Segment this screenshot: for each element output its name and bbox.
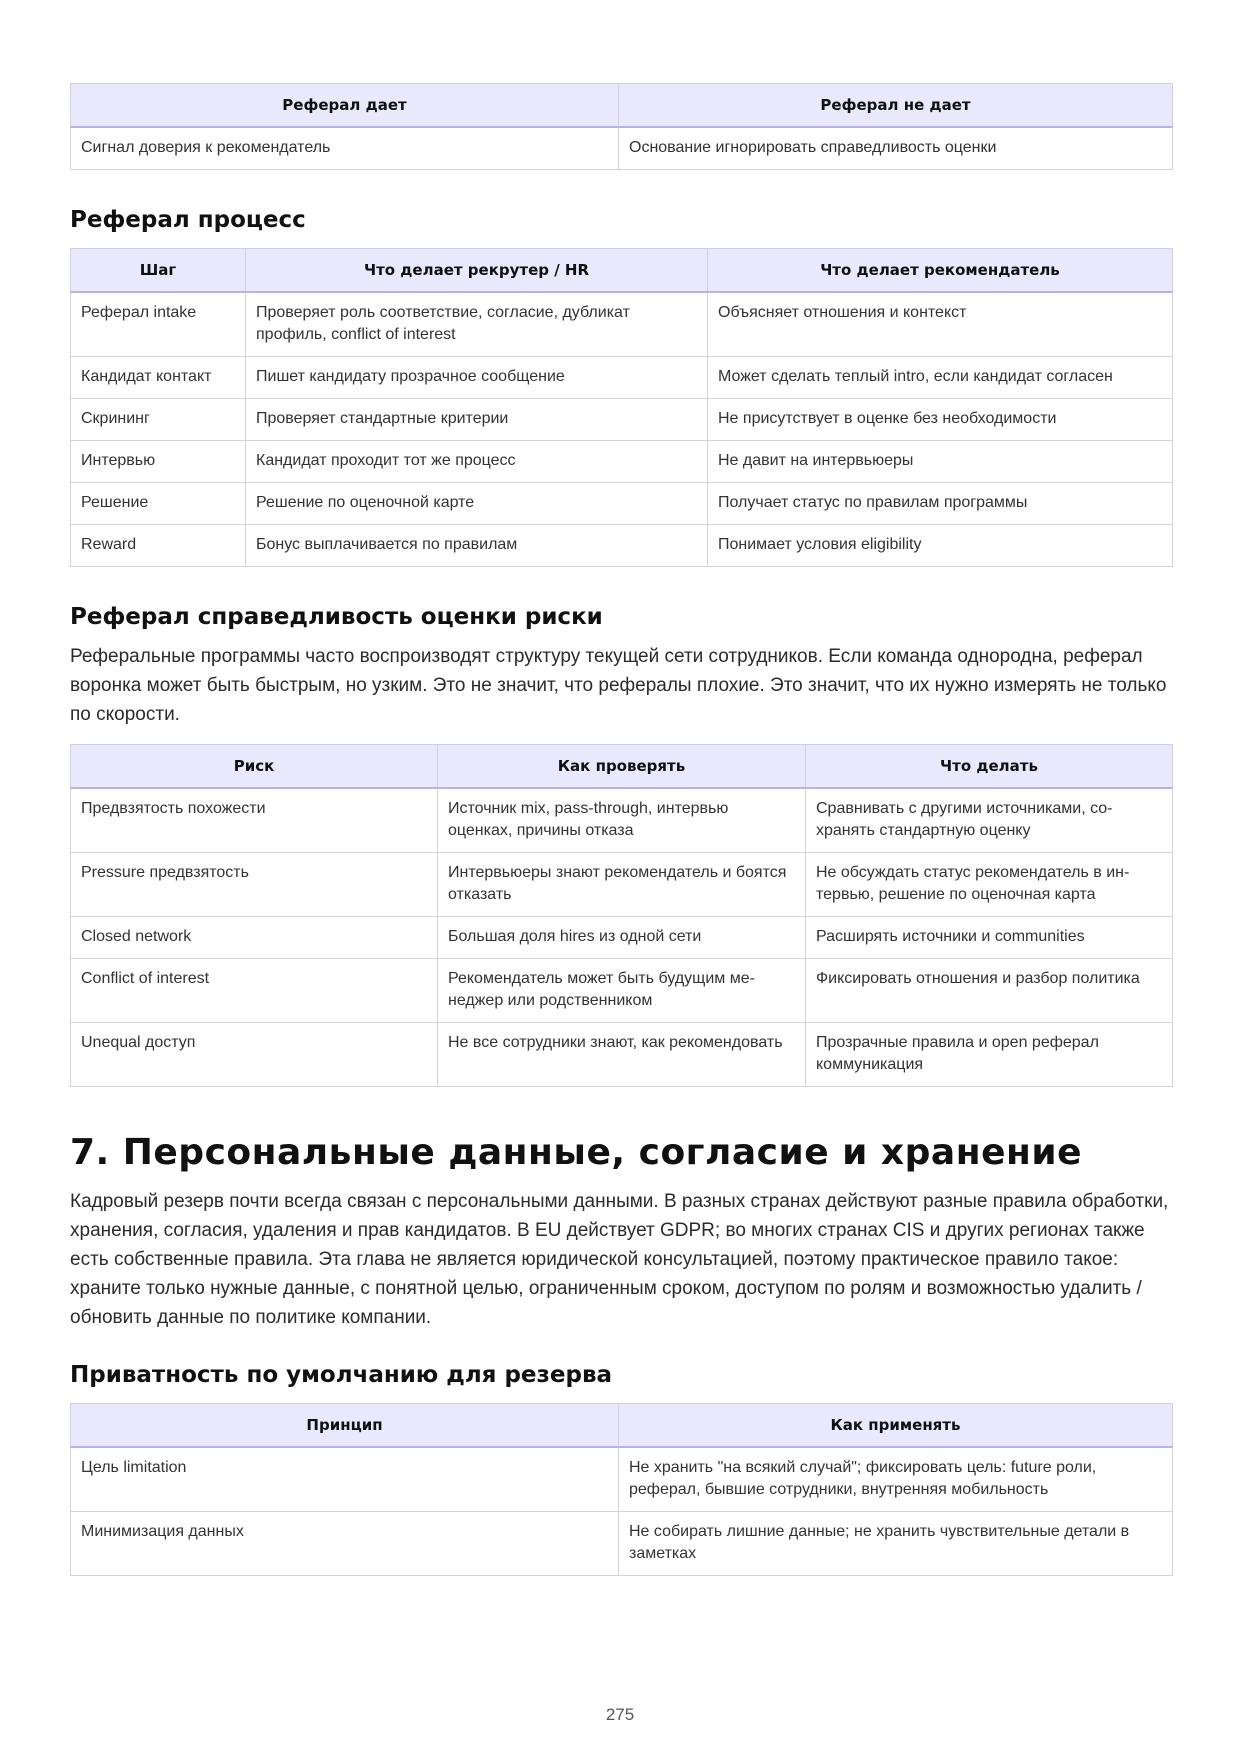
table-header-row — [71, 84, 1173, 128]
table-cell: Интервью — [71, 441, 246, 483]
table-cell: Минимизация данных — [71, 1512, 619, 1576]
referral-process-table — [70, 248, 1173, 567]
table-header-cell: Риск — [71, 745, 438, 789]
section-paragraph: Реферальные программы часто воспроизводят структуру текущей сети сотрудников. Если команда однородна, реферал воронка может быть быстрым, но узким. Это не значит, что рефералы плохие. Это значит, что их нужно измерять не только по скорости. — [70, 646, 1167, 725]
table-header-row — [71, 1404, 1173, 1448]
table-row — [71, 525, 1173, 567]
table-row — [71, 1023, 1173, 1087]
table-cell: Решение — [71, 483, 246, 525]
table-row — [71, 441, 1173, 483]
referral-gives-table — [70, 83, 1173, 170]
table-cell: Источник mix, pass-through, интервью оценках, причины отказа — [438, 788, 806, 853]
table-row — [71, 917, 1173, 959]
section-heading: Реферал справедливость оценки риски — [70, 604, 603, 630]
section-heading: Реферал процесс — [70, 207, 306, 233]
table-row — [71, 483, 1173, 525]
table-header-cell: Как проверять — [438, 745, 806, 789]
table-header-row — [71, 745, 1173, 789]
table-header-cell: Что делать — [806, 745, 1173, 789]
table-row — [71, 959, 1173, 1023]
table-header-row — [71, 249, 1173, 293]
table-cell: Кандидат проходит тот же процесс — [246, 441, 708, 483]
table-cell: Решение по оценочной карте — [246, 483, 708, 525]
table-header-cell: Шаг — [71, 249, 246, 293]
table-row — [71, 1447, 1173, 1512]
privacy-table — [70, 1403, 1173, 1576]
table-cell: Интервьюеры знают рекомендатель и боятся отказать — [438, 853, 806, 917]
document-page — [70, 83, 1172, 1576]
table-cell: Понимает условия eligibility — [708, 525, 1173, 567]
table-cell: Проверяет стандартные критерии — [246, 399, 708, 441]
table-cell: Сигнал доверия к рекомендатель — [71, 127, 619, 170]
table-cell: Reward — [71, 525, 246, 567]
table-header-cell: Принцип — [71, 1404, 619, 1448]
table-cell: Расширять источники и communities — [806, 917, 1173, 959]
table-cell: Не все сотрудники знают, как рекомендовать — [438, 1023, 806, 1087]
table-header-cell: Что делает рекомендатель — [708, 249, 1173, 293]
table-row — [71, 788, 1173, 853]
table-header-cell: Что делает рекрутер / HR — [246, 249, 708, 293]
table-cell: Не хранить "на всякий случай"; фиксировать цель: future роли, реферал, бывшие сотрудники, внутренняя мобильность — [619, 1447, 1173, 1512]
table-cell: Объясняет отношения и контекст — [708, 292, 1173, 357]
table-cell: Реферал intake — [71, 292, 246, 357]
referral-risks-table — [70, 744, 1173, 1087]
table-cell: Проверяет роль соответствие, согласие, дубликат профиль, conflict of interest — [246, 292, 708, 357]
table-cell: Получает статус по правилам программы — [708, 483, 1173, 525]
chapter-paragraph: Кадровый резерв почти всегда связан с персональными данными. В разных странах действуют разные правила обработки, хранения, согласия, удаления и прав кандидатов. В EU действует GDPR; во многих странах CIS и других регионах также есть собственные правила. Эта глава не является юридической консультацией, поэтому практическое правило такое: храните только нужные данные, с понятной целью, ограниченным сроком, доступом по ролям и возможностью удалить / обновить данные по политике компании. — [70, 1191, 1169, 1328]
table-cell: Conflict of interest — [71, 959, 438, 1023]
table-header-cell: Реферал не дает — [619, 84, 1173, 128]
table-cell: Фиксировать отношения и разбор политика — [806, 959, 1173, 1023]
table-cell: Не собирать лишние данные; не хранить чувствительные детали в заметках — [619, 1512, 1173, 1576]
table-cell: Большая доля hires из одной сети — [438, 917, 806, 959]
table-cell: Closed network — [71, 917, 438, 959]
table-cell: Pressure предвзятость — [71, 853, 438, 917]
section-heading: Приватность по умолчанию для резерва — [70, 1362, 613, 1388]
table-row — [71, 292, 1173, 357]
table-header-cell: Реферал дает — [71, 84, 619, 128]
table-cell: Бонус выплачивается по правилам — [246, 525, 708, 567]
page-number: 275 — [605, 1705, 635, 1724]
table-cell: Сравнивать с другими источниками, сохранять стандартную оценку — [806, 788, 1173, 853]
table-cell: Основание игнорировать справедливость оценки — [619, 127, 1173, 170]
table-cell: Unequal доступ — [71, 1023, 438, 1087]
table-cell: Предвзятость похожести — [71, 788, 438, 853]
table-cell: Не обсуждать статус рекомендатель в интервью, решение по оценочная карта — [806, 853, 1173, 917]
table-header-cell: Как применять — [619, 1404, 1173, 1448]
table-cell: Не давит на интервьюеры — [708, 441, 1173, 483]
chapter-title: 7. Персональные данные, согласие и хранение — [70, 1132, 1083, 1173]
table-cell: Цель limitation — [71, 1447, 619, 1512]
table-cell: Может сделать теплый intro, если кандидат согласен — [708, 357, 1173, 399]
table-row — [71, 127, 1173, 170]
table-cell: Не присутствует в оценке без необходимости — [708, 399, 1173, 441]
table-cell: Пишет кандидату прозрачное сообщение — [246, 357, 708, 399]
table-cell: Кандидат контакт — [71, 357, 246, 399]
table-cell: Прозрачные правила и open реферал коммуникация — [806, 1023, 1173, 1087]
table-row — [71, 399, 1173, 441]
table-row — [71, 853, 1173, 917]
table-cell: Скрининг — [71, 399, 246, 441]
table-row — [71, 357, 1173, 399]
table-cell: Рекомендатель может быть будущим менеджер или родственником — [438, 959, 806, 1023]
table-row — [71, 1512, 1173, 1576]
